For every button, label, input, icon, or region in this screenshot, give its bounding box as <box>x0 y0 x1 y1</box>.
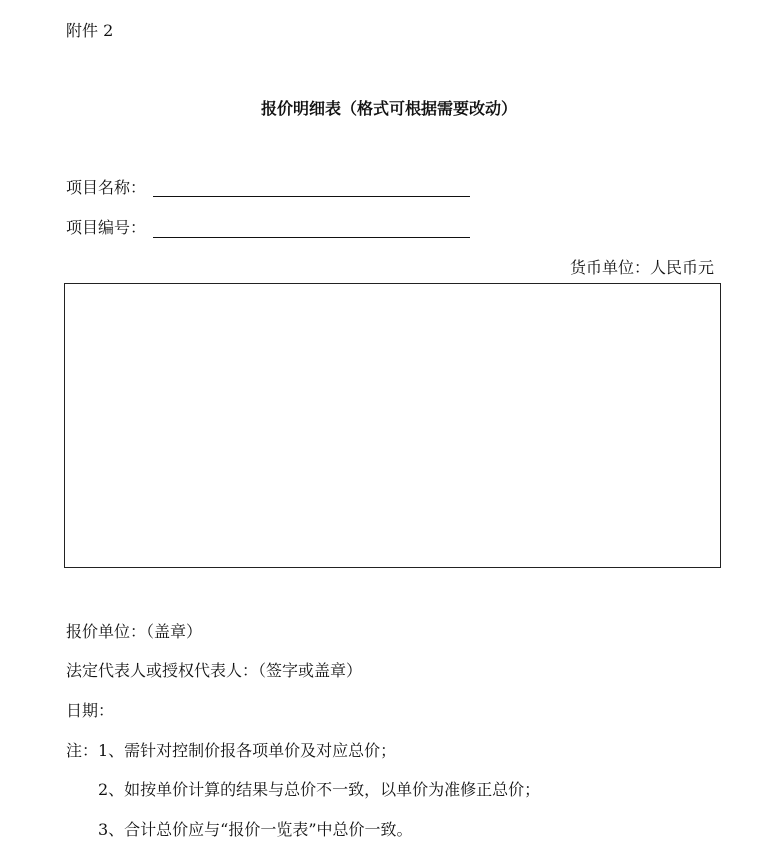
price-detail-box <box>64 283 721 568</box>
date-line: 日期： <box>66 701 115 720</box>
page-title: 报价明细表（格式可根据需要改动） <box>260 99 517 118</box>
note-3: 3、合计总价应与“报价一览表”中总价一致。 <box>98 820 413 839</box>
currency-label: 货币单位：人民币元 <box>569 258 714 277</box>
note-1: 注：1、需针对控制价报各项单价及对应总价； <box>66 741 397 760</box>
quoting-unit-line: 报价单位：（盖章） <box>66 622 203 641</box>
project-number-line <box>153 237 470 238</box>
legal-rep-line: 法定代表人或授权代表人：（签字或盖章） <box>66 661 363 680</box>
note-2: 2、如按单价计算的结果与总价不一致，以单价为准修正总价； <box>98 780 541 799</box>
project-name-line <box>153 196 470 197</box>
project-name-label: 项目名称： <box>66 178 147 197</box>
project-number-label: 项目编号： <box>66 218 147 237</box>
attachment-label: 附件 2 <box>66 21 114 40</box>
